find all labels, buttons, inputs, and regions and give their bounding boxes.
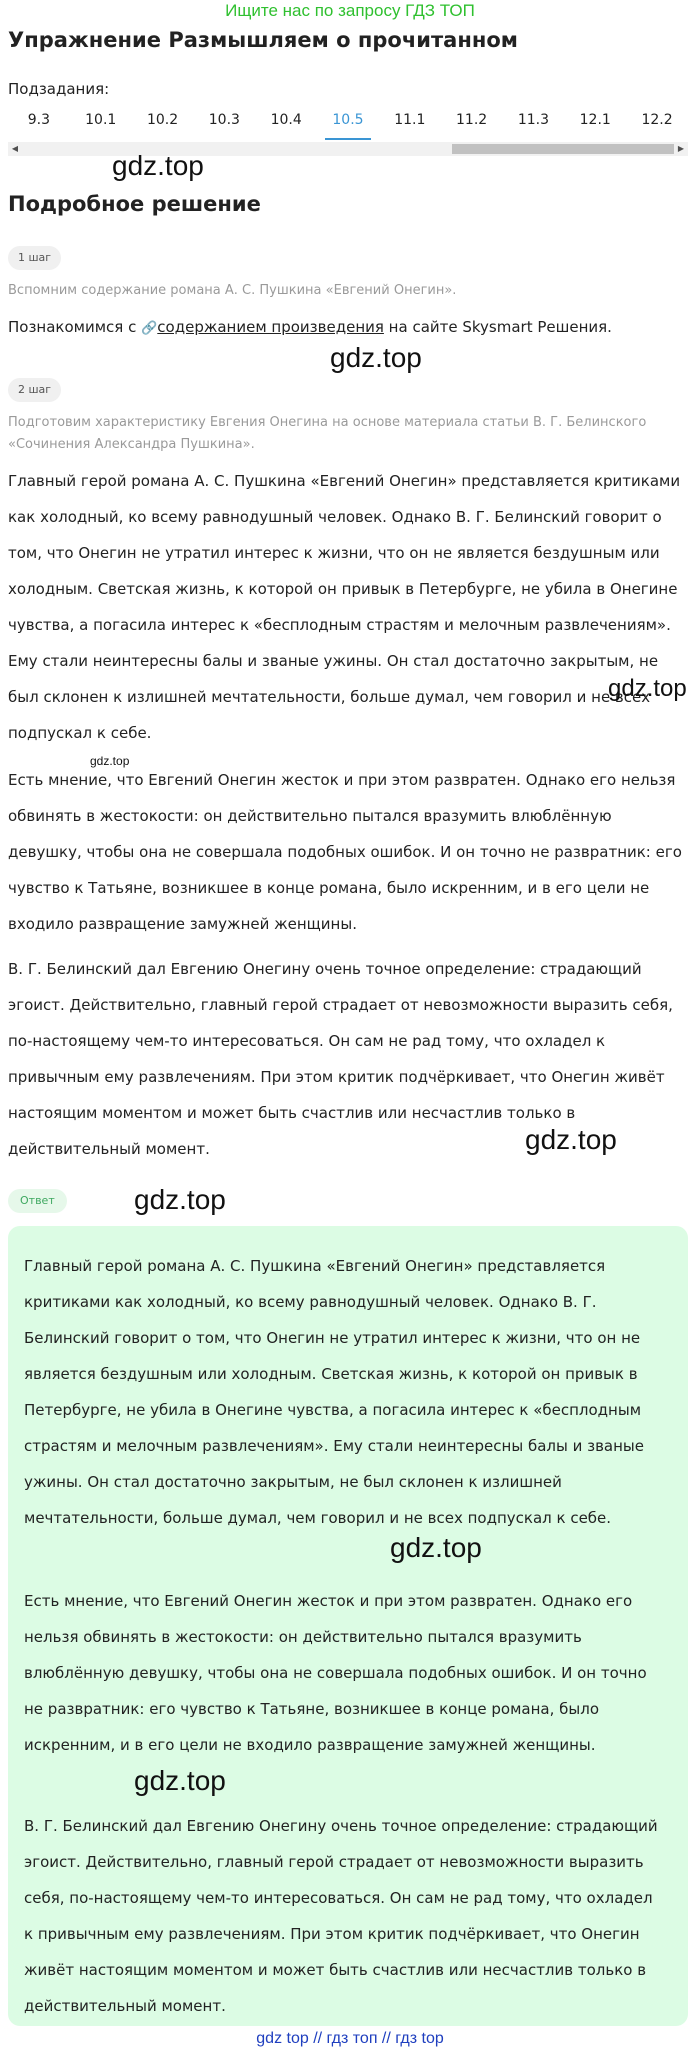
subtask-tab[interactable]: 11.1 <box>394 112 426 128</box>
answer-badge: Ответ <box>8 1189 67 1213</box>
watermark: gdz.top <box>330 342 422 373</box>
step-hint: Подготовим характеристику Евгения Онегина на основе материала статьи В. Г. Белинского «Сочинения Александра Пушкина». <box>8 415 647 452</box>
scroll-right-arrow-icon[interactable]: ▶ <box>677 144 685 153</box>
subtask-tab[interactable]: 10.2 <box>146 112 179 128</box>
watermark: gdz.top <box>525 1124 617 1155</box>
subtask-tab-active[interactable]: 10.5 <box>317 104 379 140</box>
step-badge: 2 шаг <box>8 378 61 402</box>
content-link[interactable]: содержанием произведения <box>157 318 384 336</box>
footer-watermark: gdz top // гдз топ // гдз top <box>256 2030 444 2047</box>
answer-paragraph: Есть мнение, что Евгений Онегин жесток и при этом развратен. Однако его нельзя обвинять в жестокости: он действительно пытался вразумить влюблённую девушку, чтобы она не совершала подобных ошибок. И он точно не развратник: его чувство к Татьяне, возникшее в конце романа, было искренним, и в его цели не входило развращение замужней женщины. <box>24 1592 647 1754</box>
watermark: gdz.top <box>608 675 687 702</box>
solution-paragraph: В. Г. Белинский дал Евгению Онегину очень точное определение: страдающий эгоист. Действительно, главный герой страдает от невозможности выразить себя, по-настоящему чем-то интересоваться. Он сам не рад тому, что охладел к привычным ему развлечениям. При этом критик подчёркивает, что Онегин живёт настоящим моментом и может быть счастлив или несчастлив только в действительный момент. <box>8 960 673 1158</box>
watermark: gdz.top <box>112 150 204 181</box>
step-hint: Вспомним содержание романа А. С. Пушкина «Евгений Онегин». <box>8 283 457 298</box>
subtask-tab[interactable]: 10.4 <box>270 112 302 128</box>
subtask-tab[interactable]: 11.2 <box>456 112 488 128</box>
watermark: gdz.top <box>134 1184 226 1215</box>
promo-banner: Ищите нас по запросу ГДЗ ТОП <box>225 1 475 20</box>
subtask-tab[interactable]: 10.3 <box>208 112 240 128</box>
subtask-tab[interactable]: 11.3 <box>517 112 549 128</box>
solution-paragraph: Главный герой романа А. С. Пушкина «Евгений Онегин» представляется критиками как холодный, ко всему равнодушный человек. Однако В. Г. Белинский говорит о том, что Онегин не утратил интерес к жизни, что он не является бездушным или холодным. Светская жизнь, к которой он привык в Петербурге, не убила в Онегине чувства, а погасила интерес к «бесплодным страстям и мелочным развлечениям». Ему стали неинтересны балы и званые ужины. Он стал достаточно закрытым, не был склонен к излишней мечтательности, больше думал, чем говорил и не всех подпускал к себе. <box>8 472 681 742</box>
step-badge: 1 шаг <box>8 246 61 270</box>
scrollbar-thumb[interactable] <box>452 144 674 154</box>
page-title: Упражнение Размышляем о прочитанном <box>8 28 518 52</box>
scroll-left-arrow-icon[interactable]: ◀ <box>11 144 19 153</box>
answer-paragraph: В. Г. Белинский дал Евгению Онегину очень точное определение: страдающий эгоист. Действительно, главный герой страдает от невозможности выразить себя, по-настоящему чем-то интересоваться. Он сам не рад тому, что охладел к привычным ему развлечениям. При этом критик подчёркивает, что Онегин живёт настоящим моментом и может быть счастлив или несчастлив только в действительный момент. <box>24 1817 658 2015</box>
subtask-tab[interactable]: 10.1 <box>85 112 117 128</box>
link-icon: 🔗 <box>141 321 158 336</box>
section-title: Подробное решение <box>8 192 261 216</box>
subtask-tab[interactable]: 9.3 <box>27 112 51 128</box>
step-text-before: Познакомимся с <box>8 318 142 336</box>
subtasks-scrollbar[interactable] <box>8 142 688 156</box>
subtasks-label: Подзадания: <box>8 80 110 98</box>
subtasks-tabs <box>8 104 688 140</box>
step-text-after: на сайте Skysmart Решения. <box>383 318 612 336</box>
watermark: gdz.top <box>134 1765 226 1796</box>
subtask-tab[interactable]: 12.2 <box>641 112 673 128</box>
watermark: gdz.top <box>390 1532 482 1563</box>
watermark: gdz.top <box>90 754 130 768</box>
answer-paragraph: Главный герой романа А. С. Пушкина «Евгений Онегин» представляется критиками как холодный, ко всему равнодушный человек. Однако В. Г. Белинский говорит о том, что Онегин не утратил интерес к жизни, что он не является бездушным или холодным. Светская жизнь, к которой он привык в Петербурге, не убила в Онегине чувства, а погасила интерес к «бесплодным страстям и мелочным развлечениям». Ему стали неинтересны балы и званые ужины. Он стал достаточно закрытым, не был склонен к излишней мечтательности, больше думал, чем говорил и не всех подпускал к себе. <box>24 1257 644 1527</box>
subtask-tab[interactable]: 12.1 <box>579 112 611 128</box>
step-text <box>8 314 688 342</box>
solution-paragraph: Есть мнение, что Евгений Онегин жесток и при этом развратен. Однако его нельзя обвинять в жестокости: он действительно пытался вразумить влюблённую девушку, чтобы она не совершала подобных ошибок. И он точно не развратник: его чувство к Татьяне, возникшее в конце романа, было искренним, и в его цели не входило развращение замужней женщины. <box>8 771 682 933</box>
